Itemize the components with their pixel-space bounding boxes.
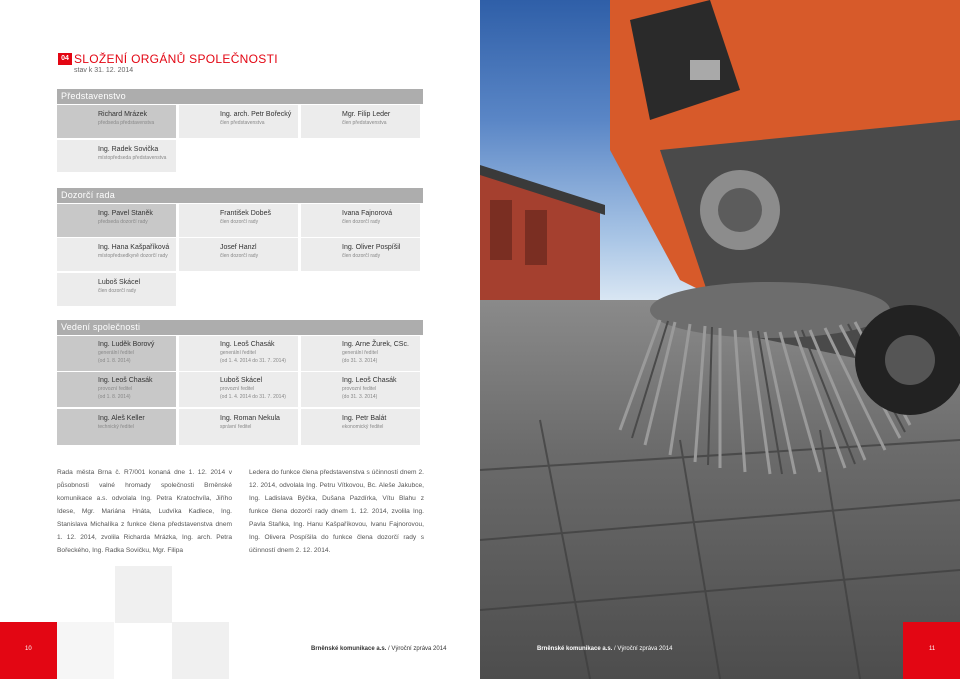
dozorci-rada-heading: Dozorčí rada xyxy=(57,188,423,203)
member-role: místopředseda představenstva xyxy=(98,155,167,161)
member-name: Ing. Hana Kašpaříková xyxy=(98,244,170,251)
member-name: Richard Mrázek xyxy=(98,111,148,118)
member-card xyxy=(57,140,176,172)
member-name: Ivana Fajnorová xyxy=(342,210,393,217)
member-role: ekonomický ředitel xyxy=(342,424,384,430)
member-name: Luboš Skácel xyxy=(98,279,141,286)
member-date: (od 1. 8. 2014) xyxy=(98,394,131,400)
footer-left xyxy=(311,646,446,652)
member-name: Ing. Radek Sovička xyxy=(98,146,159,153)
member-role: provozní ředitel xyxy=(342,386,377,392)
member-date: (do 31. 3. 2014) xyxy=(342,358,378,364)
member-role: člen dozorčí rady xyxy=(220,219,259,225)
page-number-right: 11 xyxy=(929,646,936,652)
member-role: člen představenstva xyxy=(342,120,387,126)
vedeni-heading: Vedení společnosti xyxy=(57,320,423,335)
member-card xyxy=(179,204,298,237)
member-name: Ing. arch. Petr Bořecký xyxy=(220,111,292,118)
member-role: člen dozorčí rady xyxy=(98,288,137,294)
photo-street-sweeper xyxy=(480,0,960,679)
member-date: (od 1. 4. 2014 do 31. 7. 2014) xyxy=(220,394,286,400)
decor-square xyxy=(115,566,172,623)
member-role: provozní ředitel xyxy=(98,386,133,392)
brush-hub xyxy=(650,282,890,338)
member-role: člen dozorčí rady xyxy=(342,253,381,259)
decor-square xyxy=(172,622,229,679)
member-name: Ing. Roman Nekula xyxy=(220,415,280,422)
member-card xyxy=(301,238,420,271)
member-role: provozní ředitel xyxy=(220,386,255,392)
member-role: člen dozorčí rady xyxy=(342,219,381,225)
decor-square xyxy=(57,622,114,679)
section-subtitle: stav k 31. 12. 2014 xyxy=(74,67,134,74)
section-title: SLOŽENÍ ORGÁNŮ SPOLEČNOSTI xyxy=(74,52,278,66)
member-name: Ing. Leoš Chasák xyxy=(342,377,397,384)
member-date: (od 1. 4. 2014 do 31. 7. 2014) xyxy=(220,358,286,364)
page-number-left: 10 xyxy=(25,646,32,652)
member-card xyxy=(301,409,420,445)
building-window xyxy=(490,200,512,260)
footer-company: Brněnské komunikace a.s. xyxy=(311,646,387,652)
member-name: Ing. Luděk Borový xyxy=(98,341,155,348)
member-card xyxy=(57,204,176,237)
member-card xyxy=(301,105,420,138)
member-role: technický ředitel xyxy=(98,424,134,430)
truck-mirror xyxy=(690,60,720,80)
member-name: Josef Hanzl xyxy=(220,244,257,251)
member-name: Ing. Petr Balát xyxy=(342,415,387,422)
member-name: Ing. Oliver Pospíšil xyxy=(342,244,401,251)
member-role: generální ředitel xyxy=(342,350,378,356)
member-name: Mgr. Filip Leder xyxy=(342,111,391,118)
paragraph-right: Ledera do funkce člena představenstva s účinností dnem 2. 12. 2014, odvolala Ing. Petru Vítkovou, Bc. Aleše Jakubce, Ing. Ladislava Býčka, Dušana Pazdírka, Vítu Blahu z funkce člena dozorčí rady dnem 1. 12. 2014, zvolila Ing. Pavla Staňka, Ing. Hanu Kašpaříkovou, Ivanu Fajnorovou, Ing. Olivera Pospíšila do funkce člena dozorčí rady s účinností dnem 2. 12. 2014. xyxy=(249,469,424,554)
member-card xyxy=(57,105,176,138)
member-card xyxy=(57,336,176,371)
member-card xyxy=(301,336,420,371)
member-card xyxy=(57,238,176,271)
member-card xyxy=(179,336,298,371)
member-role: předseda představenstva xyxy=(98,120,155,126)
member-card xyxy=(57,273,176,306)
footer-report: / Výroční zpráva 2014 xyxy=(386,646,447,652)
member-name: Luboš Skácel xyxy=(220,377,263,384)
footer-report: / Výroční zpráva 2014 xyxy=(612,646,673,652)
member-card xyxy=(301,372,420,407)
member-role: člen představenstva xyxy=(220,120,265,126)
member-card xyxy=(179,372,298,407)
member-role: správní ředitel xyxy=(220,424,252,430)
member-role: člen dozorčí rady xyxy=(220,253,259,259)
member-name: Ing. Aleš Keller xyxy=(98,415,145,422)
member-role: předseda dozorčí rady xyxy=(98,219,148,225)
footer-company: Brněnské komunikace a.s. xyxy=(537,646,613,652)
member-card xyxy=(57,372,176,407)
member-name: Ing. Arne Žurek, CSc. xyxy=(342,341,409,348)
member-card xyxy=(57,409,176,445)
predstavenstvo-heading: Představenstvo xyxy=(57,89,423,104)
member-date: (do 31. 3. 2014) xyxy=(342,394,378,400)
member-card xyxy=(179,238,298,271)
member-role: generální ředitel xyxy=(220,350,256,356)
member-name: Ing. Pavel Staněk xyxy=(98,210,153,217)
member-name: František Dobeš xyxy=(220,210,271,217)
member-date: (od 1. 8. 2014) xyxy=(98,358,131,364)
footer-right xyxy=(537,646,672,652)
member-name: Ing. Leoš Chasák xyxy=(98,377,153,384)
section-number: 04 xyxy=(58,53,72,65)
member-name: Ing. Leoš Chasák xyxy=(220,341,275,348)
member-card xyxy=(301,204,420,237)
member-card xyxy=(179,409,298,445)
street-sweeper-illustration xyxy=(480,0,960,679)
member-role: generální ředitel xyxy=(98,350,134,356)
member-card xyxy=(179,105,298,138)
paragraph-left: Rada města Brna č. R7/001 konaná dne 1. 12. 2014 v působnosti valné hromady společnosti Brněnské komunikace a.s. odvolala Ing. Petra Kratochvíla, Jiřího Idese, Mgr. Mariána Hnáta, Ludvíka Kadlece, Ing. Stanislava Michalíka z funkce člena představenstva dnem 1. 12. 2014, zvolila Richarda Mrázka, Ing. arch. Petra Bořeckého, Ing. Radka Sovičku, Mgr. Filipa xyxy=(57,469,232,554)
building-window xyxy=(525,210,547,265)
member-role: místopředsedkyně dozorčí rady xyxy=(98,253,168,259)
